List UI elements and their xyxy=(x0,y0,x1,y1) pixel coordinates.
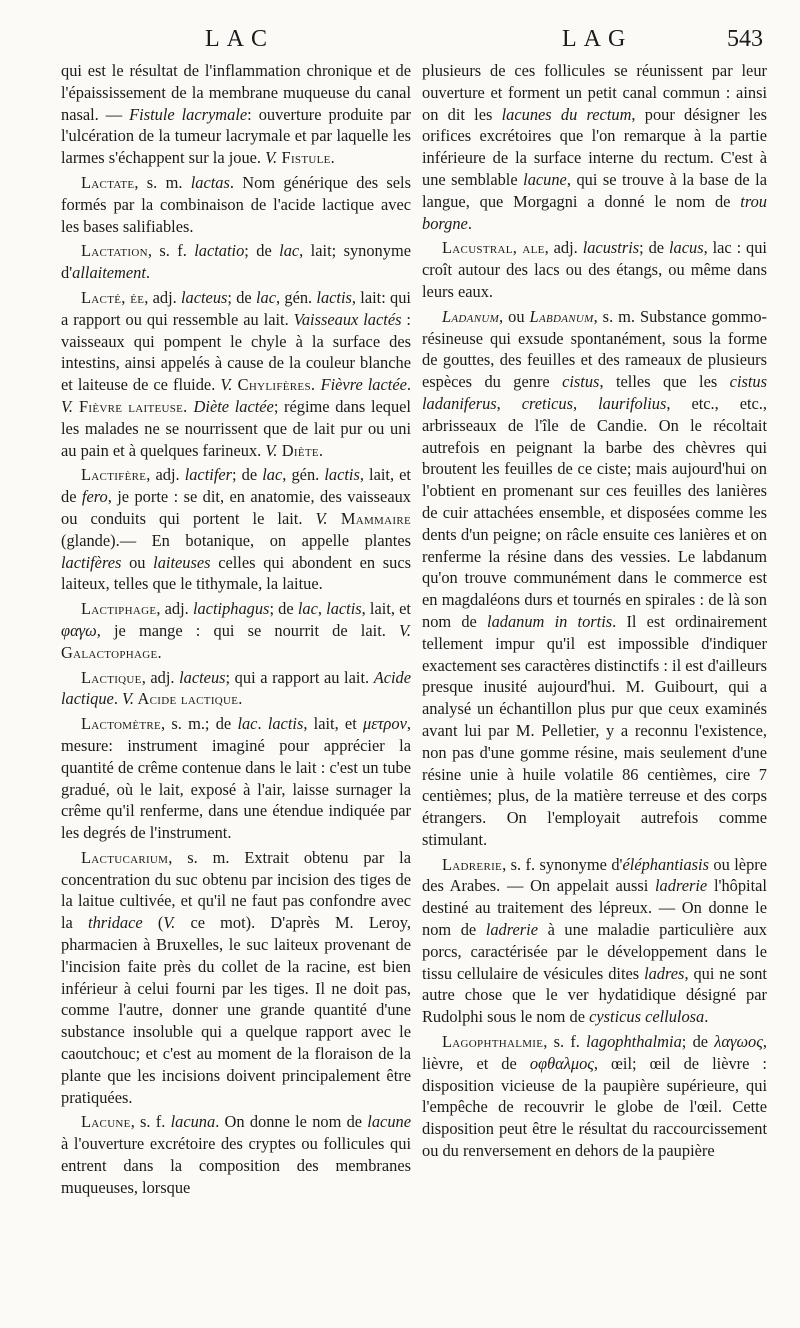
italic-text: lactis xyxy=(326,599,362,619)
body-text: , adj. xyxy=(544,238,583,258)
body-text: , qui se trouve à la base de la langue, que Morgagni a donné le nom de xyxy=(422,169,767,211)
body-text: , pour désigner les orifices excrétoires que l'on remarque à la partie inférieure de la surface interne du rectum. C'est à une semblable xyxy=(422,104,767,189)
headword-text: Ladrerie xyxy=(442,854,503,874)
body-text: . Nom générique des sels formés par la combinaison de l'acide lactique avec les bases salifiables. xyxy=(61,172,411,236)
italic-text: lactis xyxy=(267,714,304,734)
body-text: , telles que les xyxy=(599,372,730,392)
italic-text: lacune xyxy=(523,169,567,189)
body-text: ; de xyxy=(232,465,263,485)
italic-text: trou borgne xyxy=(422,191,767,233)
body-text: ce mot). D'après M. Leroy, pharmacien à Bruxelles, le suc laiteux provenant de l'incision faite près du collet de la racine, est bien inférieur à celui fourni par les tiges. Il ne doit pas, comme l'autre, donner une grande quantité d'une substance insoluble qui a quelque rapport avec le caoutchouc; et c'est au moment de la floraison de la plante que les incisions doivent principalement être pratiquées. xyxy=(61,913,411,1107)
running-head-left: LAC xyxy=(205,26,274,52)
body-text: ; de xyxy=(639,238,669,258)
entry-lactiphage xyxy=(61,598,411,663)
body-text: . xyxy=(145,263,151,283)
body-text: , lait: qui a rapport ou qui ressemble au lait. xyxy=(61,287,411,329)
italic-text: lactis xyxy=(324,465,360,485)
body-text: , s. m. xyxy=(134,172,191,192)
body-text: . On donne le nom de xyxy=(215,1112,368,1132)
body-text: , s. m.; de xyxy=(161,714,238,734)
italic-text: lacuna xyxy=(170,1112,216,1132)
italic-text: Acide lactique xyxy=(61,667,411,709)
body-text: : ouverture produite par l'ulcération de la tumeur lacrymale et par laquelle les larmes s'échappent sur la joue. xyxy=(61,104,411,168)
body-text: plusieurs de ces follicules se réunissent par leur ouverture et forment un petit canal commun : ainsi on dit les xyxy=(422,61,767,124)
body-text: , s. m. Extrait obtenu par la concentration du suc obtenu par incision des tiges de la laitue cultivée, et qu'il ne faut pas confondre avec la xyxy=(61,847,411,933)
body-text: , lait, et de xyxy=(61,465,411,507)
body-text: ou lèpre des Arabes. — On appelait aussi xyxy=(422,854,767,896)
body-text: , xyxy=(573,393,599,413)
italic-text: Fistule lacrymale xyxy=(129,104,248,124)
italic-text: Diète lactée xyxy=(193,396,274,416)
italic-text: cistus ladaniferus xyxy=(422,372,768,413)
italic-text: lac xyxy=(297,599,318,619)
body-text: . xyxy=(467,213,472,233)
italic-text: lactifer xyxy=(184,465,233,485)
body-text: . Il est ordinairement tellement impur qu'il est impossible d'indiquer exactement ses caractères distinctifs : il est d'ailleurs presque inusité aujourd'hui. M. Guibourt, qui a analysé un échantillon plus pur que ceux examinés avant lui par M. Pelletier, y a reconnu l'existence, non pas d'une gomme résine, mais seulement d'une résine unie à huile volatile 86 centièmes, cire 7 centièmes; plus, de la matière terreuse et des corps étrangers. On l'employait autrefois comme stimulant. xyxy=(422,611,768,849)
italic-text: cistus xyxy=(562,372,600,392)
body-text: , gén. xyxy=(276,287,317,307)
body-text: , gén. xyxy=(282,465,325,485)
italic-text: λαγωος xyxy=(714,1032,763,1052)
entry-lagophthalmie xyxy=(422,1031,767,1162)
body-text: , qui ne sont autre chose que le ver hydatidique désigné par Rudolphi sous le nom de xyxy=(422,963,767,1027)
italic-text: lacteus xyxy=(179,667,226,687)
body-text: celles qui abondent en sucs laiteux, telles que le tithymale, la laitue. xyxy=(61,552,411,594)
entry-lactucarium xyxy=(61,847,411,1109)
headword-text: Lactifère xyxy=(81,465,147,485)
italic-text: lactiphagus xyxy=(192,599,270,619)
body-text: . xyxy=(257,714,268,734)
italic-text: V. xyxy=(163,913,176,933)
italic-text: cysticus cellulosa xyxy=(589,1007,705,1027)
italic-text: lac xyxy=(255,287,277,307)
italic-text: thridace xyxy=(88,913,143,933)
body-text: ; de xyxy=(681,1032,715,1052)
body-text: , adj. xyxy=(141,667,180,687)
italic-text: creticus xyxy=(521,393,574,413)
body-text: , je porte : se dit, en anatomie, des vaisseaux ou conduits qui portent le lait. xyxy=(61,487,411,528)
body-text: . xyxy=(704,1007,709,1027)
italic-text: lactas xyxy=(190,172,230,192)
entry-lacustral xyxy=(422,237,767,302)
body-text: , lait, et xyxy=(303,714,363,734)
body-text: , adj. xyxy=(144,287,181,307)
italic-text: ladrerie xyxy=(655,876,708,896)
body-text: qui est le résultat de l'inflammation chronique et de l'épaississement de la membrane muqueuse du canal nasal. — xyxy=(61,61,411,124)
body-text: , adj. xyxy=(156,599,193,619)
headword-text: Ladanum xyxy=(442,306,500,326)
italic-text: V. xyxy=(315,508,328,528)
headword-text: Lactomètre xyxy=(81,714,162,734)
body-text: ; régime dans lequel les malades ne se nourrissent que de lait pur ou uni au pain et à quelques farineux. xyxy=(61,396,411,460)
italic-text: Vaisseaux lactés xyxy=(293,309,402,329)
body-text: ou xyxy=(121,552,154,572)
body-text: , s. f. xyxy=(130,1112,171,1132)
body-text: , lièvre, et de xyxy=(422,1032,767,1073)
body-text: à l'ouverture excrétoire des cryptes ou follicules qui entrent dans la composition des membranes muqueuses, lorsque xyxy=(61,1134,411,1197)
body-text: : vaisseaux qui pompent le chyle à la surface des intestins, ainsi appelés à cause de la couleur blanche et laiteuse de ce fluide. xyxy=(61,309,411,395)
italic-text: μετρον xyxy=(363,714,407,734)
italic-text: laurifolius xyxy=(598,393,667,413)
italic-text: lacustris xyxy=(582,238,640,258)
body-text: ; qui a rapport au lait. xyxy=(225,667,374,687)
entry-lacune-cont xyxy=(422,60,767,234)
body-text: , lait, et xyxy=(361,599,411,619)
entry-lacune xyxy=(61,1111,411,1198)
italic-text: laiteuses xyxy=(153,552,211,572)
headword-text: Lactucarium xyxy=(81,847,169,867)
body-text: , xyxy=(317,599,327,619)
italic-text: lacunes du rectum xyxy=(501,104,632,124)
headword-text: Lactique xyxy=(81,667,142,687)
body-text: , œil; œil de lièvre : disposition vicieuse de la paupière supérieure, qui l'empêche de recouvrir le globe de l'œil. Cette disposition peut être le résultat du raccourcissement ou du renversement en dehors de la paupière xyxy=(422,1053,767,1161)
italic-text: V. xyxy=(61,396,73,416)
italic-text: lactifères xyxy=(61,552,122,572)
italic-text: lac xyxy=(262,465,283,485)
entry-ladanum xyxy=(422,306,767,851)
italic-text: V. xyxy=(399,620,411,640)
headword-text: Lactiphage xyxy=(81,599,157,619)
italic-text: éléphantiasis xyxy=(622,854,709,874)
italic-text: V. xyxy=(265,148,278,168)
italic-text: V. xyxy=(220,375,233,395)
body-text: , lac : qui croît autour des lacs ou des étangs, ou même dans leurs eaux. xyxy=(422,238,767,301)
body-text: , mesure: instrument imaginé pour apprécier la quantité de crême contenue dans le lait : c'est un tube gradué, où le lait, exposé à l'air, laisse surnager la crême qu'il renferme, dans une étendue indiquée par les degrés de l'instrument. xyxy=(61,714,411,843)
headword-text: Diète. xyxy=(277,440,324,460)
italic-text: Fièvre lactée xyxy=(320,375,407,395)
body-text: , ou xyxy=(499,306,530,326)
entry-lactate xyxy=(61,172,411,237)
body-text: l'hôpital destiné au traitement des lépreux. — On donne le nom de xyxy=(422,876,767,940)
body-text: , adj. xyxy=(146,465,185,485)
italic-text: ladanum in tortis xyxy=(487,611,613,631)
italic-text: lacteus xyxy=(180,287,228,307)
italic-text: allaitement xyxy=(72,263,146,283)
body-text: (glande).— En botanique, on appelle plantes xyxy=(61,530,411,550)
italic-text: lagophthalmia xyxy=(586,1032,682,1052)
body-text: , s. f. xyxy=(147,241,195,261)
body-text: , je mange : qui se nourrit de lait. xyxy=(96,620,399,640)
body-text: ( xyxy=(142,913,164,933)
body-text: . xyxy=(406,375,411,395)
italic-text: ladres xyxy=(644,963,685,983)
body-text: ; de xyxy=(227,287,256,307)
italic-text: V. xyxy=(122,689,135,709)
italic-text: lactatio xyxy=(194,241,245,261)
headword-text: Lactate xyxy=(81,172,135,192)
body-text: ; de xyxy=(269,599,298,619)
italic-text: lac xyxy=(279,241,300,261)
entry-ladrerie xyxy=(422,854,767,1028)
body-text: , lait; synonyme d' xyxy=(61,241,411,283)
body-text: , s. m. Substance gommo-résineuse qui exsude spontanément, sous la forme de gouttes, des feuilles et des rameaux de plusieurs espèces du genre xyxy=(422,306,767,392)
entry-lactique xyxy=(61,667,411,711)
body-text: , etc., etc., arbrisseaux de l'île de Candie. On le récoltait autrefois en peignant la barbe des chèvres qui broutent les feuilles de ce ciste; mais aujourd'hui on l'obtient en promenant sur ces feuilles des lanières de cuir attachées ensemble, et disposées comme les dents d'un peigne; on râcle ensuite ces lanières et on renferme la résine dans des vessies. Le labdanum qu'on trouve communément dans le commerce est en magdaléons durs et tournés en spirales : de là son nom de xyxy=(422,393,767,631)
italic-text: ladrerie xyxy=(485,920,538,940)
body-text: . xyxy=(113,689,123,709)
body-text: à une maladie particulière aux porcs, caractérisée par le développement dans le tissu cellulaire de vésicules dites xyxy=(422,920,767,983)
left-column xyxy=(61,60,411,1202)
page-number: 543 xyxy=(727,26,763,52)
headword-text: Lagophthalmie xyxy=(442,1032,544,1052)
headword-text: Acide lactique. xyxy=(134,689,243,709)
entry-lactometre xyxy=(61,713,411,844)
headword-text: Labdanum xyxy=(529,306,594,326)
headword-text: Mammaire xyxy=(327,508,411,528)
headword-text: Lacune xyxy=(81,1112,131,1132)
headword-text: Lactation xyxy=(81,241,148,261)
entry-lactation xyxy=(61,240,411,284)
headword-text: Fièvre laiteuse. xyxy=(73,396,194,416)
headword-text: Chylifères. xyxy=(232,375,321,395)
entry-lactifere xyxy=(61,464,411,595)
entry-lacte xyxy=(61,287,411,461)
body-text: , s. f. xyxy=(543,1032,587,1052)
entry-fistule-cont xyxy=(61,60,411,169)
italic-text: lacus xyxy=(668,238,704,258)
headword-text: Lacustral, ale xyxy=(442,238,545,258)
italic-text: lac xyxy=(237,714,258,734)
italic-text: fero xyxy=(81,487,108,507)
headword-text: Fistule. xyxy=(277,148,336,168)
running-head-right: LAG xyxy=(562,26,633,52)
body-text: ; de xyxy=(244,241,280,261)
right-column xyxy=(422,60,767,1165)
italic-text: φαγω xyxy=(61,620,97,640)
headword-text: Galactophage. xyxy=(61,642,162,662)
italic-text: lacune xyxy=(367,1112,411,1132)
body-text: , xyxy=(496,393,522,413)
italic-text: V. xyxy=(265,440,278,460)
body-text: , s. f. synonyme d' xyxy=(502,854,623,874)
italic-text: οφθαλμος xyxy=(529,1053,594,1073)
headword-text: Lacté, ée xyxy=(81,287,145,307)
italic-text: lactis xyxy=(316,287,352,307)
